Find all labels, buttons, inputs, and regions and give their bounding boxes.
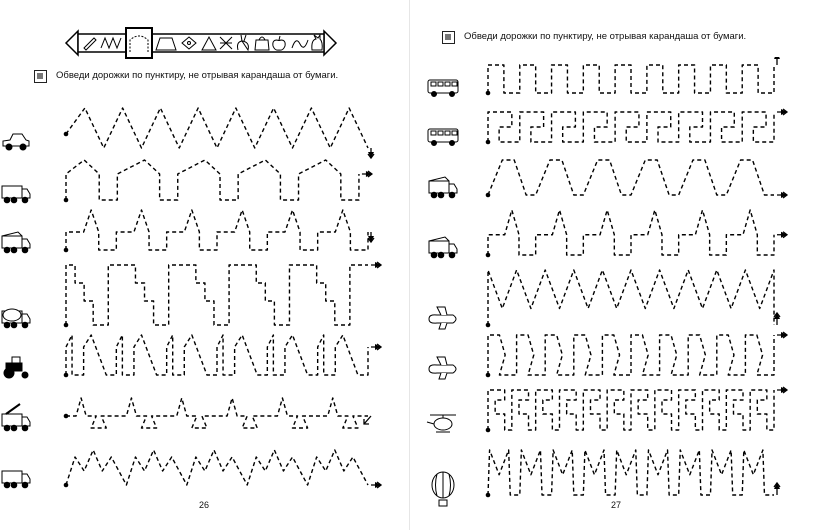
start-dot	[486, 428, 491, 433]
arrow-down-icon	[368, 232, 374, 242]
tractor-icon	[4, 357, 28, 378]
page-left	[0, 0, 409, 530]
dotted-path	[66, 108, 368, 148]
start-dot	[486, 193, 491, 198]
instruction-marker-icon	[442, 31, 455, 44]
tracing-row	[0, 327, 409, 389]
crane-truck-icon	[2, 404, 30, 431]
arrow-right-icon	[371, 262, 381, 268]
start-dot	[486, 493, 491, 498]
truck-icon	[2, 186, 30, 203]
dotted-path	[488, 450, 774, 495]
cement-mixer-icon	[2, 309, 30, 328]
arrow-right-icon	[777, 109, 787, 115]
arrow-down-left-icon	[364, 416, 371, 424]
dotted-path	[488, 210, 774, 255]
start-dot	[486, 91, 491, 96]
dotted-path	[66, 160, 359, 200]
dotted-path	[488, 270, 774, 325]
start-dot	[64, 132, 69, 137]
arrow-right-icon	[777, 232, 787, 238]
dotted-path	[488, 112, 774, 142]
tracing-row	[410, 152, 819, 209]
arrow-right-icon	[777, 192, 787, 198]
start-dot	[64, 414, 69, 419]
tracing-row	[410, 202, 819, 269]
arrow-right-icon	[777, 387, 787, 393]
tracing-row	[0, 202, 409, 264]
instruction-text: Обведи дорожки по пунктиру, не отрывая карандаша от бумаги.	[56, 70, 339, 81]
dotted-path	[66, 450, 368, 485]
tracing-row	[410, 57, 819, 107]
instruction-marker-icon	[34, 70, 47, 83]
start-dot	[64, 248, 69, 253]
instruction	[442, 31, 786, 43]
dotted-path	[488, 65, 774, 93]
arrow-up-icon	[774, 313, 780, 325]
icon-navigation-bar	[64, 26, 338, 60]
fire-truck-icon	[429, 177, 457, 198]
dotted-path	[66, 210, 368, 250]
dump-truck-icon	[2, 232, 30, 253]
arrow-right-icon	[371, 482, 381, 488]
dotted-path	[66, 265, 368, 325]
start-dot	[64, 373, 69, 378]
dotted-path	[488, 335, 774, 375]
start-dot	[486, 140, 491, 145]
jet-icon	[429, 357, 456, 379]
tram-icon	[428, 129, 458, 146]
page-right	[410, 0, 819, 530]
arrow-right-icon	[362, 171, 372, 177]
arrow-right-icon	[371, 344, 381, 350]
arrow-right-icon	[777, 332, 787, 338]
arrow-up-icon	[774, 57, 780, 65]
instruction	[34, 70, 380, 82]
car-icon	[3, 134, 29, 150]
arrow-up-icon	[774, 483, 780, 495]
page-number: 27	[610, 500, 621, 510]
tracing-row	[410, 327, 819, 389]
start-dot	[486, 253, 491, 258]
tracing-row	[410, 104, 819, 156]
helicopter-icon	[427, 415, 456, 432]
tracing-row	[410, 382, 819, 444]
start-dot	[486, 373, 491, 378]
dotted-path	[66, 335, 368, 375]
tracing-row	[0, 390, 409, 442]
hot-air-balloon-icon	[432, 472, 454, 506]
van-icon	[2, 471, 30, 488]
dump-truck-icon	[429, 237, 457, 258]
dotted-path	[66, 398, 368, 428]
dotted-path	[488, 160, 774, 195]
tracing-row	[0, 442, 409, 499]
bus-icon	[428, 80, 458, 97]
page-number: 26	[198, 500, 209, 510]
tracing-row	[410, 442, 819, 509]
dotted-path	[488, 390, 774, 430]
airplane-icon	[429, 307, 456, 329]
instruction-text: Обведи дорожки по пунктиру, не отрывая карандаша от бумаги.	[464, 31, 747, 42]
start-dot	[64, 483, 69, 488]
